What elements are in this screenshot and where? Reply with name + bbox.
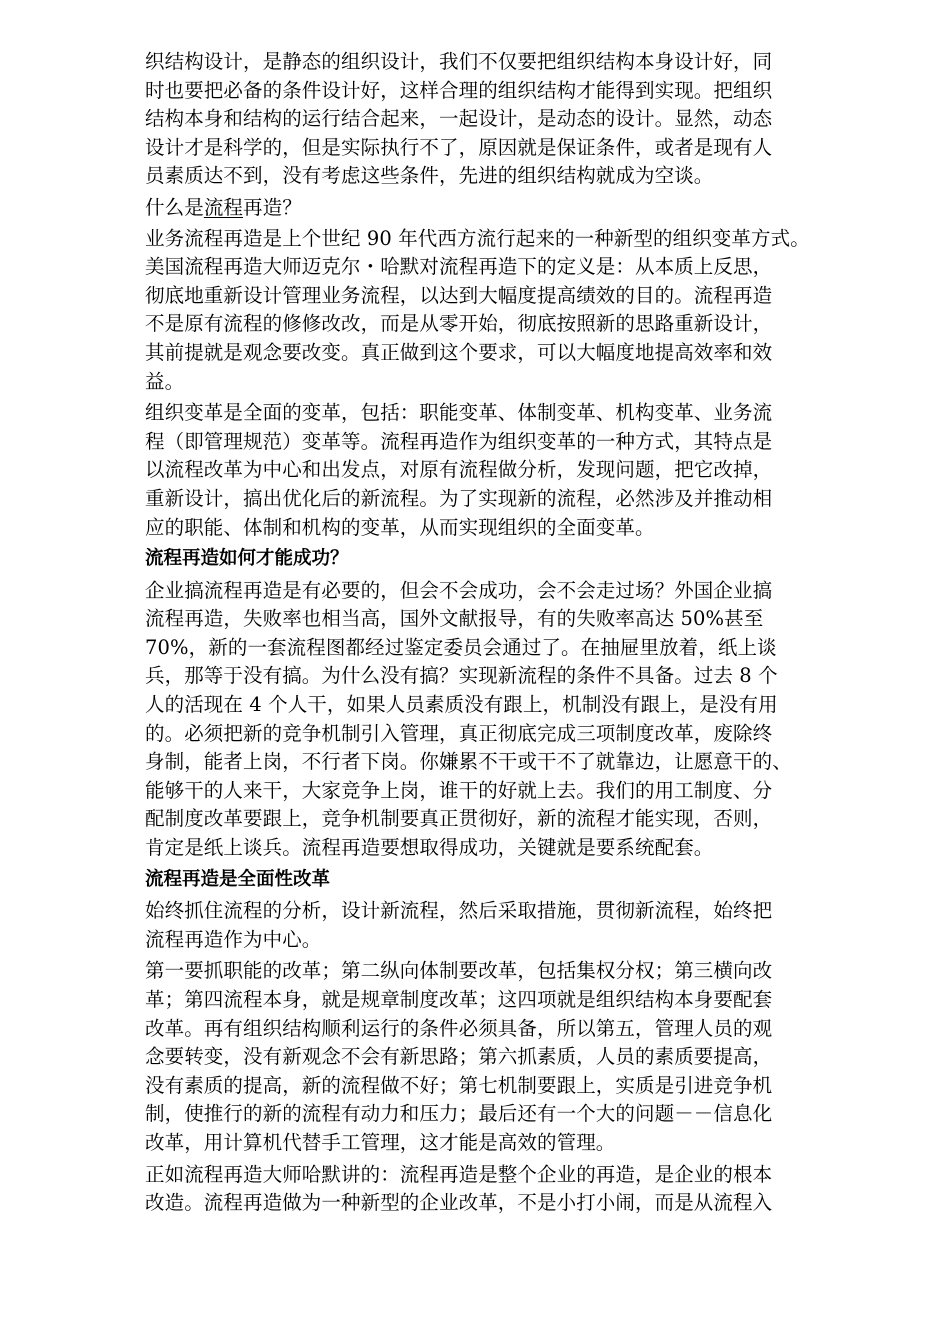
text-line: 结构本身和结构的运行结合起来，一起设计，是动态的设计。显然，动态 [145,107,773,131]
text-line: 时也要把必备的条件设计好，这样合理的组织结构才能得到实现。把组织 [145,78,773,102]
text-line: 念要转变，没有新观念不会有新思路；第六抓素质，人员的素质要提高， [145,1045,773,1069]
section-heading-success: 流程再造如何才能成功？ [145,548,349,570]
text-line: 彻底地重新设计管理业务流程，以达到大幅度提高绩效的目的。流程再造 [145,283,773,307]
document-body [145,48,885,1221]
text-line: 能够干的人来干，大家竞争上岗，谁干的好就上去。我们的用工制度、分 [145,778,773,802]
paragraph-success-factors [145,577,885,863]
text-line: 革；第四流程本身，就是规章制度改革；这四项就是组织结构本身要配套 [145,988,773,1011]
section-heading-comprehensive: 流程再造是全面性改革 [145,868,331,890]
text-line: 人的活现在 4 个人干，如果人员素质没有跟上，机制没有跟上，是没有用 [145,693,778,717]
text-line: 70%，新的一套流程图都经过鉴定委员会通过了。在抽屉里放着，纸上谈 [145,635,777,659]
text-line: 益。 [145,369,185,393]
text-line: 没有素质的提高，新的流程做不好；第七机制要跟上，实质是引进竞争机 [145,1073,773,1097]
text-line: 制，使推行的新的流程有动力和压力；最后还有一个大的问题－－信息化 [145,1102,773,1126]
text-line: 员素质达不到，没有考虑这些条件，先进的组织结构就成为空谈。 [145,164,714,188]
question-prefix: 什么是 [145,195,204,219]
text-line: 身制，能者上岗，不行者下岗。你嫌累不干或干不了就靠边，让愿意干的、 [145,750,792,774]
text-line: 始终抓住流程的分析，设计新流程，然后采取措施，贯彻新流程，始终把 [145,899,773,923]
question-suffix: 再造？ [243,195,302,219]
text-line: 流程再造，失败率也相当高，国外文献报导，有的失败率高达 50%甚至 [145,607,764,631]
text-line: 改造。流程再造做为一种新型的企业改革，不是小打小闹，而是从流程入 [145,1191,773,1215]
text-line: 业务流程再造是上个世纪 90 年代西方流行起来的一种新型的组织变革方式。 [145,226,810,250]
text-line: 设计才是科学的，但是实际执行不了，原因就是保证条件，或者是现有人 [145,135,773,159]
text-line: 美国流程再造大师迈克尔・哈默对流程再造下的定义是：从本质上反思， [145,255,773,279]
paragraph-org-change [145,399,885,542]
paragraph-reform-steps [145,957,885,1157]
paragraph-hammer-definition [145,253,885,396]
text-line: 重新设计，搞出优化后的新流程。为了实现新的流程，必然涉及并推动相 [145,486,773,510]
question-what-is-reengineering [145,194,885,223]
text-line: 流程再造作为中心。 [145,927,322,951]
text-line: 组织变革是全面的变革，包括：职能变革、体制变革、机构变革、业务流 [145,401,773,425]
text-line: 企业搞流程再造是有必要的，但会不会成功，会不会走过场？外国企业搞 [145,578,773,602]
text-line: 应的职能、体制和机构的变革，从而实现组织的全面变革。 [145,515,655,539]
text-line: 配制度改革要跟上，竞争机制要真正贯彻好，新的流程才能实现，否则， [145,807,773,831]
text-line: 不是原有流程的修修改改，而是从零开始，彻底按照新的思路重新设计， [145,312,773,336]
paragraph-org-design [145,48,885,191]
paragraph-hammer-quote [145,1161,885,1218]
text-line: 的。必须把新的竞争机制引入管理，真正彻底完成三项制度改革，废除终 [145,721,773,745]
text-line: 程（即管理规范）变革等。流程再造作为组织变革的一种方式，其特点是 [145,429,773,453]
text-line: 肯定是纸上谈兵。流程再造要想取得成功，关键就是要系统配套。 [145,836,714,860]
text-line: 以流程改革为中心和出发点，对原有流程做分析，发现问题，把它改掉， [145,458,773,482]
text-line: 第一要抓职能的改革；第二纵向体制要改革，包括集权分权；第三横向改 [145,959,773,983]
text-line: 正如流程再造大师哈默讲的：流程再造是整个企业的再造，是企业的根本 [145,1162,773,1186]
text-line: 改革，用计算机代替手工管理，这才能是高效的管理。 [145,1130,616,1154]
paragraph-focus-on-process [145,897,885,954]
text-line: 兵，那等于没有搞。为什么没有搞？实现新流程的条件不具备。过去 8 个 [145,664,778,688]
text-line: 织结构设计，是静态的组织设计，我们不仅要把组织结构本身设计好，同 [145,50,773,73]
paragraph-definition-intro [145,225,885,254]
text-line: 改革。再有组织结构顺利运行的条件必须具备，所以第五，管理人员的观 [145,1016,773,1040]
question-underlined-term: 流程 [203,195,244,219]
text-line: 其前提就是观念要改变。真正做到这个要求，可以大幅度地提高效率和效 [145,340,773,364]
